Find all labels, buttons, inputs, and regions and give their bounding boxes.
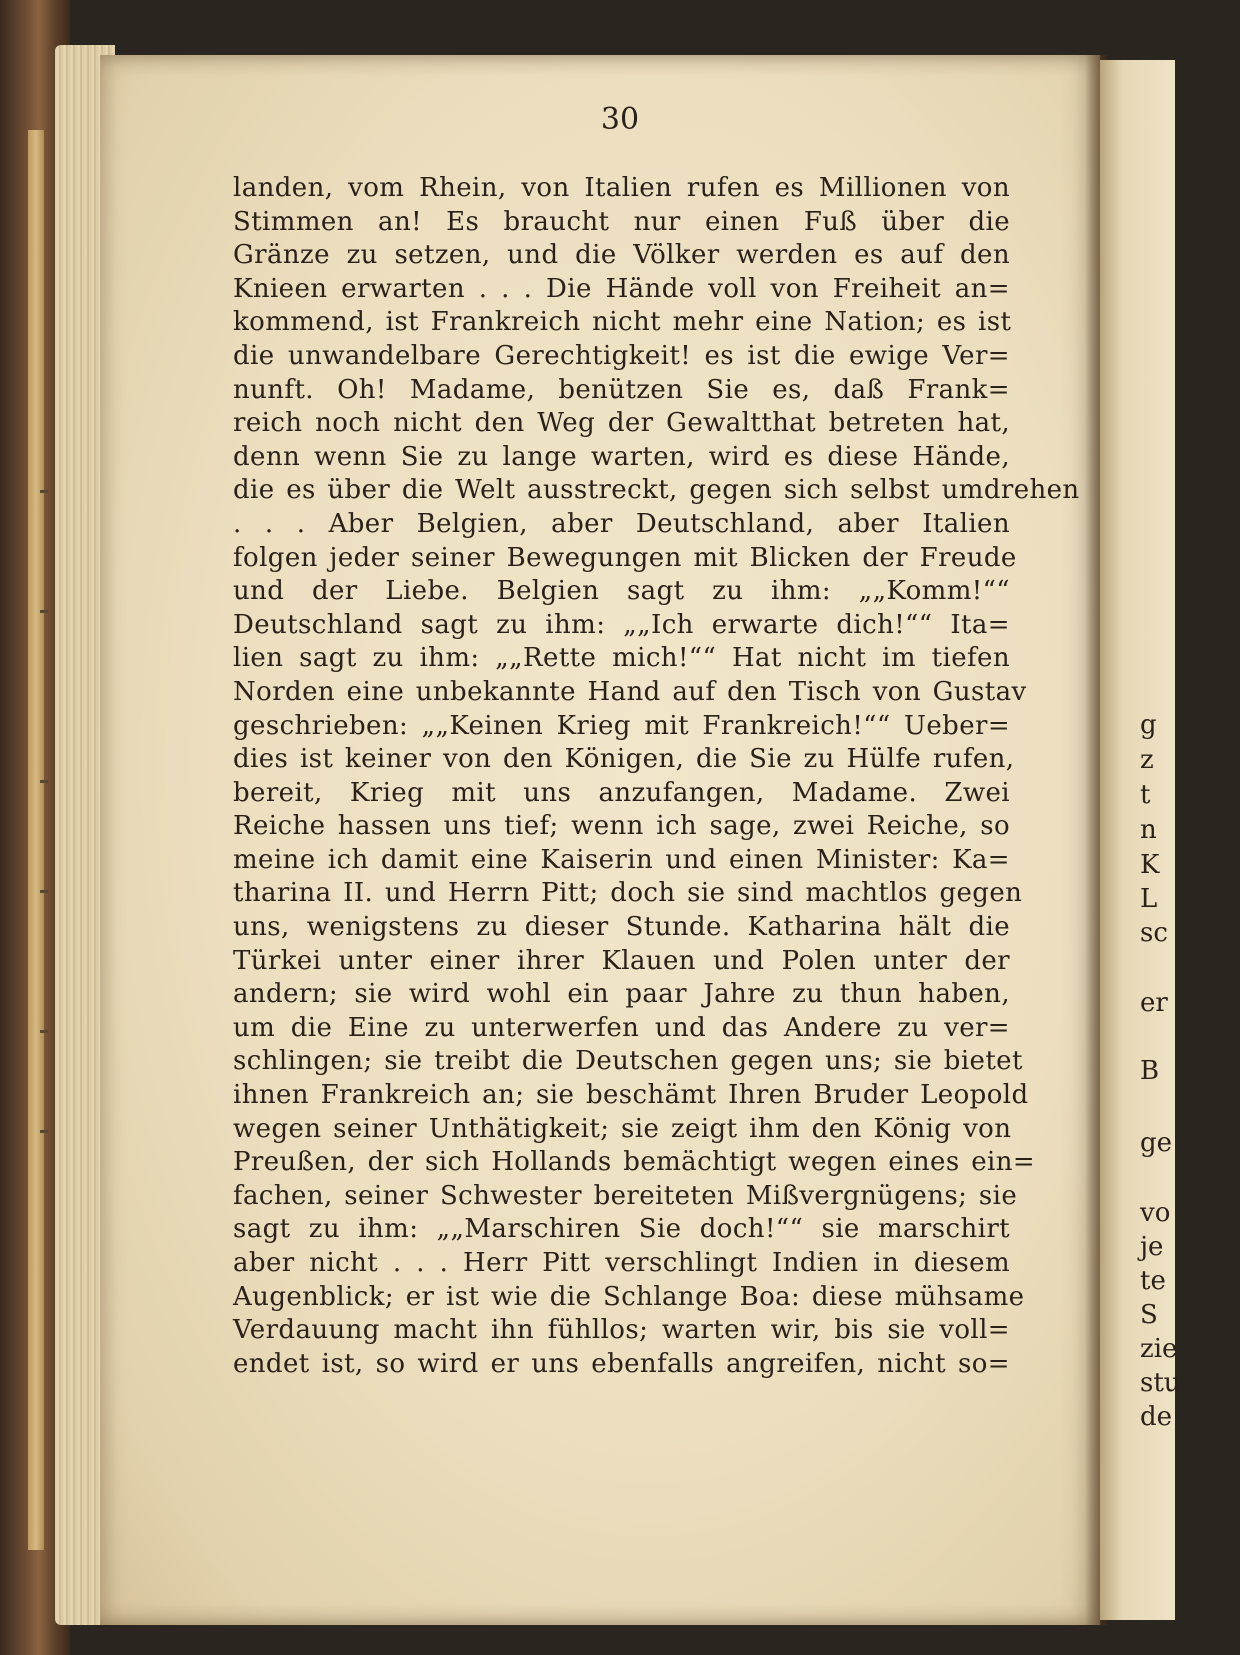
text-line: Türkei unter einer ihrer Klauen und Polen unter der	[233, 945, 1010, 976]
text-line: die es über die Welt ausstreckt, gegen sich selbst umdrehen	[233, 475, 1080, 506]
next-page-fragment: ge	[1140, 1128, 1173, 1158]
text-line: und der Liebe. Belgien sagt zu ihm: „„Komm!““	[233, 576, 1010, 607]
text-line: Preußen, der sich Hollands bemächtigt wegen eines ein=	[233, 1147, 1036, 1178]
text-line: fachen, seiner Schwester bereiteten Mißvergnügens; sie	[233, 1180, 1018, 1211]
edge-mark	[40, 610, 48, 613]
text-line: uns, wenigstens zu dieser Stunde. Katharina hält die	[233, 912, 1010, 943]
text-line: denn wenn Sie zu lange warten, wird es diese Hände,	[233, 441, 1010, 472]
edge-mark	[40, 1030, 48, 1033]
next-page-fragment: vo	[1140, 1198, 1171, 1228]
text-line: Knieen erwarten . . . Die Hände voll von Freiheit an=	[233, 273, 1010, 304]
text-line: geschrieben: „„Keinen Krieg mit Frankreich!““ Ueber=	[233, 710, 1010, 741]
text-line: Augenblick; er ist wie die Schlange Boa: diese mühsame	[233, 1281, 1025, 1312]
text-line: ihnen Frankreich an; sie beschämt Ihren Bruder Leopold	[233, 1080, 1029, 1111]
next-page-fragment: te	[1140, 1266, 1166, 1296]
binding-strip	[28, 130, 44, 1550]
page-number: 30	[600, 102, 640, 137]
next-page-fragment: S	[1140, 1300, 1158, 1330]
text-line: kommend, ist Frankreich nicht mehr eine Nation; es ist	[233, 307, 1012, 338]
edge-mark	[40, 890, 48, 893]
text-line: um die Eine zu unterwerfen und das Andere zu ver=	[233, 1012, 1010, 1043]
text-line: schlingen; sie treibt die Deutschen gegen uns; sie bietet	[233, 1046, 1023, 1077]
text-line: die unwandelbare Gerechtigkeit! es ist die ewige Ver=	[233, 340, 1010, 371]
text-line: Deutschland sagt zu ihm: „„Ich erwarte dich!““ Ita=	[233, 609, 1010, 640]
next-page-fragment: K	[1140, 850, 1160, 880]
text-line: andern; sie wird wohl ein paar Jahre zu thun haben,	[233, 979, 1010, 1010]
text-line: bereit, Krieg mit uns anzufangen, Madame. Zwei	[233, 777, 1010, 808]
text-line: lien sagt zu ihm: „„Rette mich!““ Hat nicht im tiefen	[233, 643, 1010, 674]
text-line: . . . Aber Belgien, aber Deutschland, aber Italien	[233, 508, 1010, 539]
text-line: Gränze zu setzen, und die Völker werden es auf den	[233, 240, 1010, 271]
next-page-fragment: stu	[1140, 1368, 1181, 1398]
next-page-fragment: n	[1140, 815, 1157, 845]
next-page-fragment: L	[1140, 884, 1158, 914]
edge-mark	[40, 490, 48, 493]
text-line: dies ist keiner von den Königen, die Sie zu Hülfe rufen,	[233, 744, 1015, 775]
text-line: Norden eine unbekannte Hand auf den Tisch von Gustav	[233, 676, 1027, 707]
text-line: nunft. Oh! Madame, benützen Sie es, daß Frank=	[233, 374, 1010, 405]
body-text	[233, 172, 1080, 1381]
text-line: meine ich damit eine Kaiserin und einen Minister: Ka=	[233, 844, 1010, 875]
next-page-fragment: de	[1140, 1402, 1173, 1432]
text-line: Stimmen an! Es braucht nur einen Fuß über die	[233, 206, 1010, 237]
text-line: folgen jeder seiner Bewegungen mit Blicken der Freude	[233, 542, 1017, 573]
next-page-fragment: sc	[1140, 918, 1168, 948]
text-line: reich noch nicht den Weg der Gewaltthat betreten hat,	[233, 408, 1010, 439]
next-page-fragment: B	[1140, 1056, 1160, 1086]
text-line: wegen seiner Unthätigkeit; sie zeigt ihm den König von	[233, 1113, 1012, 1144]
edge-mark	[40, 1130, 48, 1133]
text-line: endet ist, so wird er uns ebenfalls angreifen, nicht so=	[233, 1348, 1010, 1379]
text-line: sagt zu ihm: „„Marschiren Sie doch!““ sie marschirt	[233, 1214, 1010, 1245]
next-page-fragment: t	[1140, 780, 1151, 810]
next-page-fragment: zie	[1140, 1334, 1178, 1364]
text-line: Verdauung macht ihn fühllos; warten wir, bis sie voll=	[233, 1315, 1010, 1346]
edge-mark	[40, 780, 48, 783]
next-page-fragment: z	[1140, 745, 1154, 775]
text-line: landen, vom Rhein, von Italien rufen es Millionen von	[233, 173, 1010, 203]
next-page-fragment: g	[1140, 710, 1157, 740]
text-line: aber nicht . . . Herr Pitt verschlingt Indien in diesem	[233, 1248, 1010, 1278]
text-line: tharina II. und Herrn Pitt; doch sie sind machtlos gegen	[233, 878, 1023, 909]
next-page-fragment: er	[1140, 988, 1168, 1018]
text-line: Reiche hassen uns tief; wenn ich sage, zwei Reiche, so	[233, 811, 1010, 842]
next-page-fragment: je	[1140, 1232, 1164, 1262]
